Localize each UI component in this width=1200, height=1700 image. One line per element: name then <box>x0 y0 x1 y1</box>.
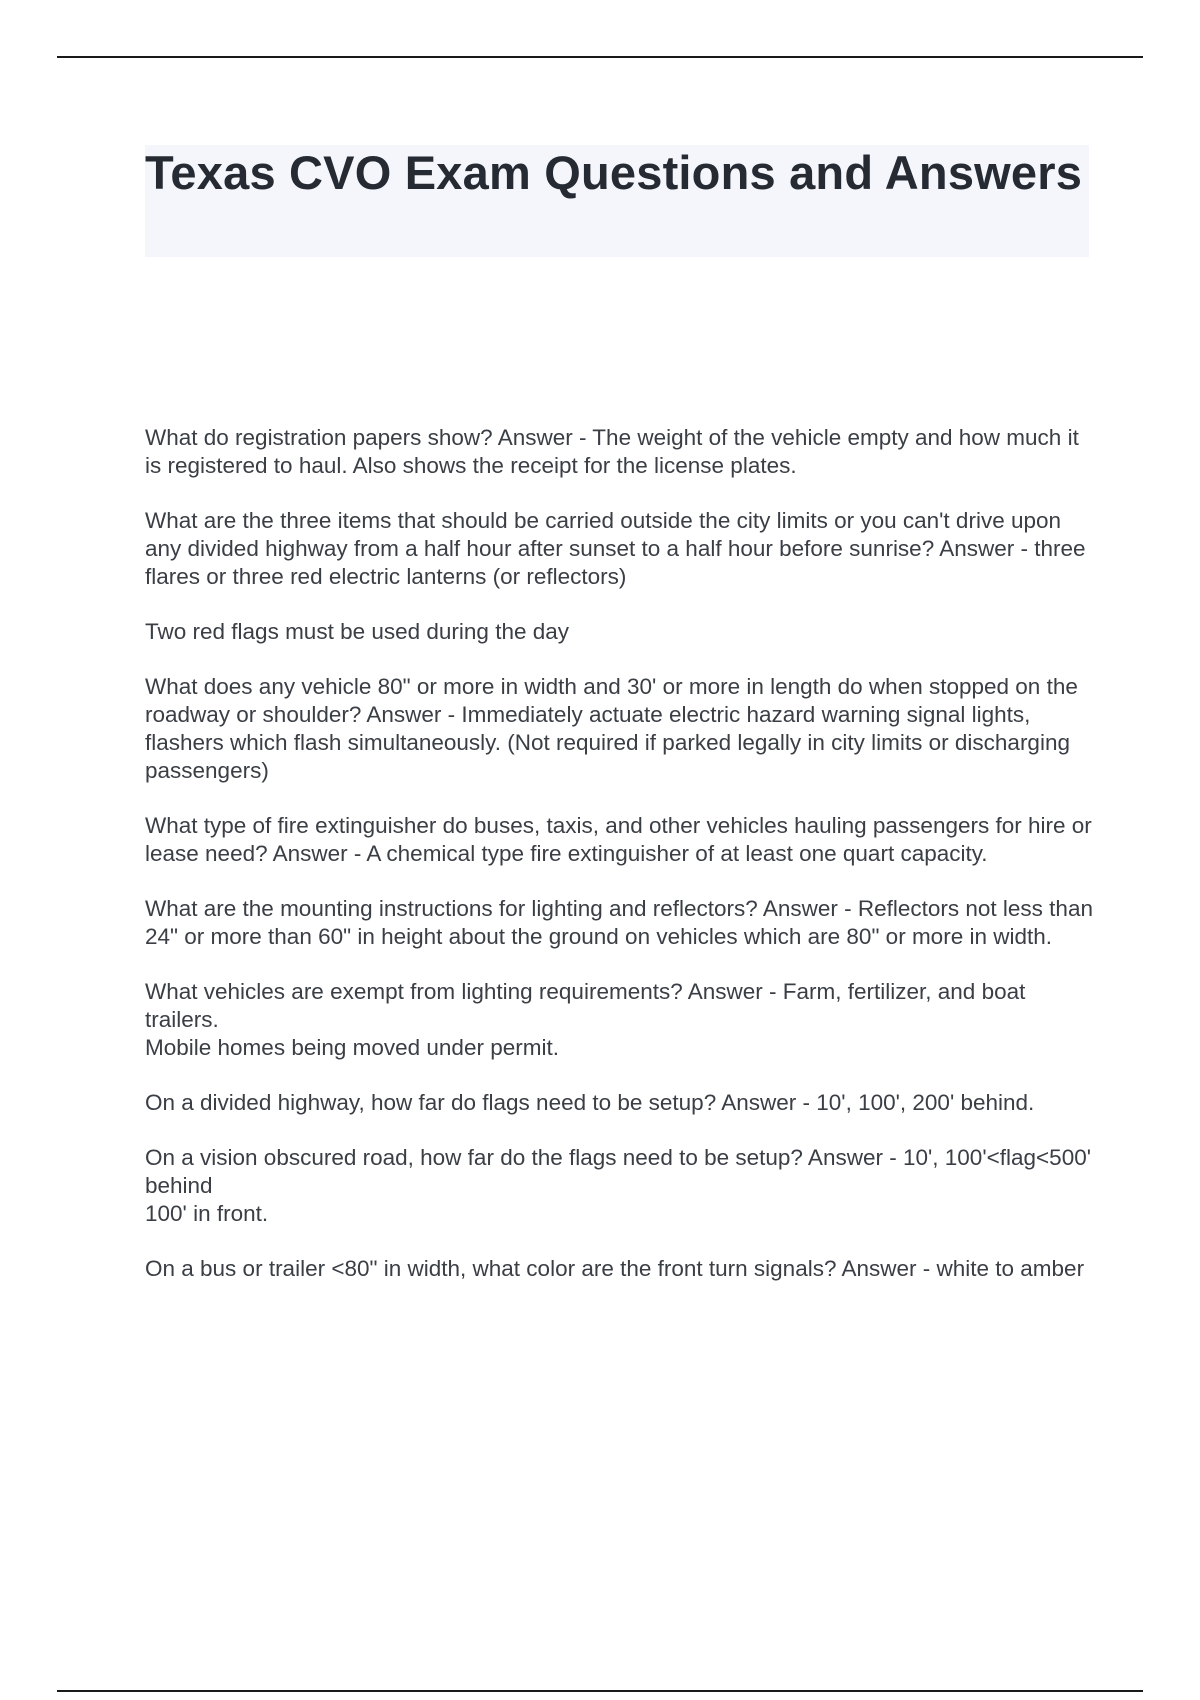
qa-item: What are the three items that should be carried outside the city limits or you can't drive upon any divided highway from a half hour after sunset to a half hour before sunrise? Answer - three flares or three red electric lanterns (or reflectors) <box>145 508 1086 589</box>
qa-item: Two red flags must be used during the day <box>145 619 569 644</box>
qa-item: On a vision obscured road, how far do the flags need to be setup? Answer - 10', 100'<flag<500' behind 100' in front. <box>145 1145 1092 1226</box>
qa-item: What do registration papers show? Answer - The weight of the vehicle empty and how much it is registered to haul. Also shows the receipt for the license plates. <box>145 425 1079 478</box>
bottom-rule <box>57 1690 1143 1692</box>
document-title: Texas CVO Exam Questions and Answers <box>145 146 1083 199</box>
qa-item: What are the mounting instructions for lighting and reflectors? Answer - Reflectors not less than 24" or more than 60" in height about the ground on vehicles which are 80" or more in width. <box>145 896 1093 949</box>
top-rule <box>57 56 1143 58</box>
qa-list <box>145 424 1095 1310</box>
qa-item: What vehicles are exempt from lighting requirements? Answer - Farm, fertilizer, and boat trailers. Mobile homes being moved under permit. <box>145 979 1026 1060</box>
qa-item: What type of fire extinguisher do buses, taxis, and other vehicles hauling passengers for hire or lease need? Answer - A chemical type fire extinguisher of at least one quart capacity. <box>145 813 1092 866</box>
qa-item: On a bus or trailer <80" in width, what color are the front turn signals? Answer - white to amber <box>145 1256 1085 1281</box>
qa-item: What does any vehicle 80" or more in width and 30' or more in length do when stopped on the roadway or shoulder? Answer - Immediately actuate electric hazard warning signal lights, flashers which flash simultaneously. (Not required if parked legally in city limits or discharging passengers) <box>145 674 1078 783</box>
title-block <box>145 145 1089 257</box>
qa-item: On a divided highway, how far do flags need to be setup? Answer - 10', 100', 200' behind. <box>145 1090 1035 1115</box>
